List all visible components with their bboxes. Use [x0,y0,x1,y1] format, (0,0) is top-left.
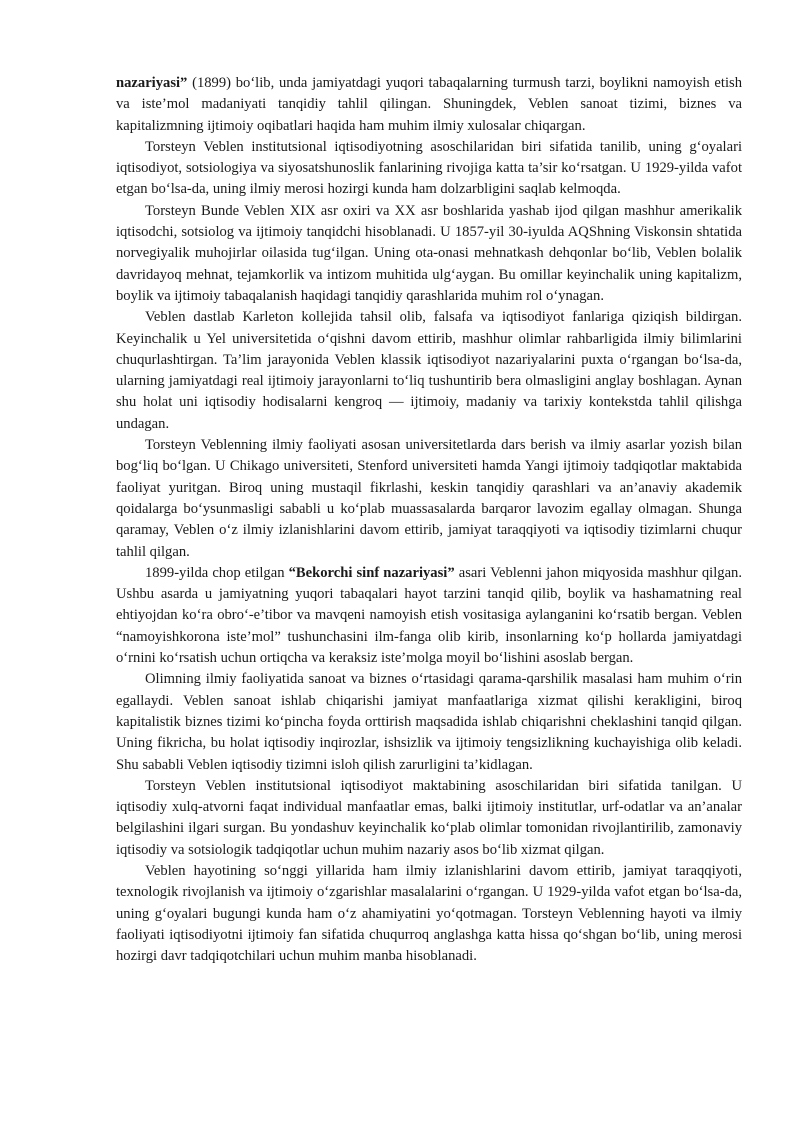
paragraph-3: Torsteyn Bunde Veblen XIX asr oxiri va XX asr boshlarida yashab ijod qilgan mashhur amerikalik iqtisodchi, sotsiolog va ijtimoiy tanqidchi hisoblanadi. U 1857-yil 30-iyulda AQShning Viskonsin shtatida norvegiyalik muhojirlar oilasida tug‘ilgan. Uning ota-onasi mehnatkash dehqonlar bo‘lib, Veblen bolalik davridayoq mehnat, tejamkorlik va intizom muhitida ulg‘aygan. Bu omillar keyinchalik uning kapitalizm, boylik va ijtimoiy tabaqalanish haqidagi tanqidiy qarashlarida muhim rol o‘ynagan. [116,202,742,304]
paragraph-5: Torsteyn Veblenning ilmiy faoliyati asosan universitetlarda dars berish va ilmiy asarlar yozish bilan bog‘liq bo‘lgan. U Chikago universiteti, Stenford universiteti hamda Yangi ijtimoiy tadqiqotlar maktabida faoliyat yuritgan. Biroq uning mustaqil fikrlashi, keskin tanqidiy qarashlari va an’anaviy akademik qoidalarga bo‘ysunmasligi sababli u ko‘plab muassasalarda barqaror lavozim egallay olmagan. Shunga qaramay, Veblen o‘z ilmiy izlanishlarini davom ettirib, jamiyat taraqqiyoti va iqtisodiy tizimlarni chuqur tahlil qilgan. [116,437,742,560]
bold-title-fragment: nazariyasi” [116,75,188,91]
paragraph-1 [116,73,742,137]
document-page [116,73,742,967]
paragraph-text-lead: 1899-yilda chop etilgan [145,564,289,581]
paragraph-7: Olimning ilmiy faoliyatida sanoat va biznes o‘rtasidagi qarama-qarshilik masalasi ham muhim o‘rin egallaydi. Veblen sanoat ishlab chiqarishi jamiyat manfaatlariga xizmat qilishi kerakligini, biroq kapitalistik biznes tizimi ko‘pincha foyda orttirish maqsadida ishlab chiqarishni cheklashini tanqid qilgan. Uning fikricha, bu holat iqtisodiy inqirozlar, ishsizlik va ijtimoiy tengsizlikning kuchayishiga olib keladi. Shu sababli Veblen iqtisodiy tizimni isloh qilish zarurligini ta’kidlagan. [116,671,742,773]
paragraph-8: Torsteyn Veblen institutsional iqtisodiyot maktabining asoschilaridan biri sifatida tanilgan. U iqtisodiy xulq-atvorni faqat individual manfaatlar emas, balki ijtimoiy institutlar, urf-odatlar va an’analar belgilashini ilgari surgan. Bu yondashuv keyinchalik ko‘plab olimlar tomonidan rivojlantirilib, zamonaviy iqtisodiy va sotsiologik tadqiqotlar uchun muhim nazariy asos bo‘lib xizmat qilgan. [116,777,742,858]
paragraph-2: Torsteyn Veblen institutsional iqtisodiyotning asoschilaridan biri sifatida tanilib, uning g‘oyalari iqtisodiyot, sotsiologiya va siyosatshunoslik fanlarining rivojiga katta ta’sir ko‘rsatgan. U 1929-yilda vafot etgan bo‘lsa-da, uning ilmiy merosi hozirgi kunda ham dolzarbligini saqlab kelmoqda. [116,138,742,198]
paragraph-9: Veblen hayotining so‘nggi yillarida ham ilmiy izlanishlarini davom ettirib, jamiyat taraqqiyoti, texnologik rivojlanish va ijtimoiy o‘zgarishlar masalalarini o‘rgangan. U 1929-yilda vafot etgan bo‘lsa-da, uning g‘oyalari bugungi kunda ham o‘z ahamiyatini yo‘qotmagan. Torsteyn Veblenning hayoti va ilmiy faoliyati iqtisodiyotni ijtimoiy fan sifatida chuqurroq anglashga katta hissa qo‘shgan bo‘lib, uning merosi hozirgi davr tadqiqotchilari uchun muhim manba hisoblanadi. [116,862,742,965]
paragraph-text: (1899) bo‘lib, unda jamiyatdagi yuqori tabaqalarning turmush tarzi, boylikni namoyish etish va iste’mol madaniyati tanqidiy tahlil qilingan. Shuningdek, Veblen sanoat tizimi, biznes va kapitalizmning ijtimoiy oqibatlari haqida ham muhim ilmiy xulosalar chiqargan. [116,75,742,134]
bold-book-title: “Bekorchi sinf nazariyasi” [288,564,455,581]
paragraph-6 [116,563,742,669]
paragraph-4: Veblen dastlab Karleton kollejida tahsil olib, falsafa va iqtisodiyot fanlariga qiziqish bildirgan. Keyinchalik u Yel universitetida o‘qishni davom ettirib, mashhur olimlar rahbarligida ilmiy bilimlarini chuqurlashtirgan. Ta’lim jarayonida Veblen klassik iqtisodiyot nazariyalarini puxta o‘rgangan bo‘lsa-da, ularning jamiyatdagi real ijtimoiy jarayonlarni to‘liq tushuntirib bera olmasligini anglay boshlagan. Aynan shu holat uni iqtisodiy hodisalarni kengroq — ijtimoiy, madaniy va tarixiy kontekstda tahlil qilishga undagan. [116,309,742,432]
paragraph-text: asari Veblenni jahon miqyosida mashhur qilgan. Ushbu asarda u jamiyatning yuqori tabaqalari hayot tarzini tanqid qilib, boylik va hashamatning real ehtiyojdan ko‘ra obro‘-e’tibor va mavqeni namoyish etish vositasiga aylanganini ko‘rsatib bergan. Veblen “namoyishkorona iste’mol” tushunchasini ilm-fanga olib kirib, insonlarning ko‘p hollarda jamiyatdagi o‘rnini ko‘rsatish uchun ortiqcha va keraksiz iste’molga moyil bo‘lishini asoslab bergan. [116,564,742,667]
